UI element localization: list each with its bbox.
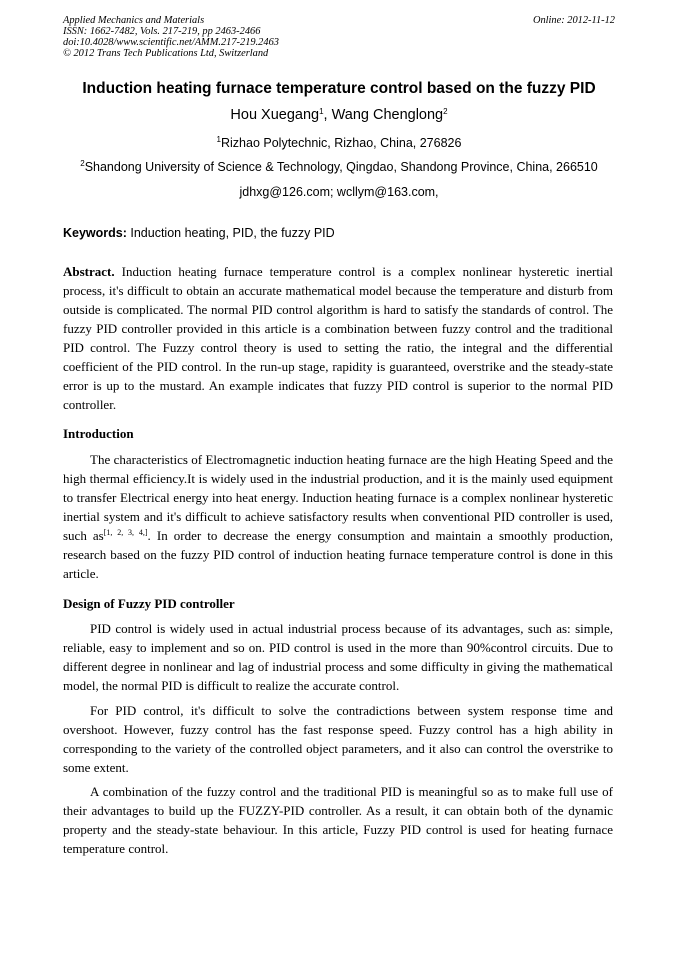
author-affiliation-mark: 2 <box>443 107 448 116</box>
abstract-label: Abstract. <box>63 264 115 279</box>
doi-line: doi:10.4028/www.scientific.net/AMM.217-219.2463 <box>63 37 279 48</box>
affiliation-text: Shandong University of Science & Technology, Qingdao, Shandong Province, China, 266510 <box>84 160 598 174</box>
affiliation <box>0 160 678 174</box>
author-separator: , <box>323 107 332 123</box>
affiliation <box>0 136 678 150</box>
keywords <box>63 226 335 240</box>
author-name: Hou Xuegang <box>230 107 320 123</box>
paragraph: For PID control, it's difficult to solve the contradictions between system response time and overshoot. However, fuzzy control has the fast response speed. Fuzzy control has a high ability in corresponding to the variety of the controlled object parameters, and it also can control the overstrike to some extent. <box>63 703 613 775</box>
keywords-text: Induction heating, PID, the fuzzy PID <box>126 226 335 240</box>
paper-title: Induction heating furnace temperature control based on the fuzzy PID <box>82 80 596 97</box>
publication-info <box>63 15 279 59</box>
author-emails: jdhxg@126.com; wcllym@163.com, <box>239 185 439 199</box>
journal-name: Applied Mechanics and Materials <box>63 15 205 26</box>
paragraph <box>63 450 613 583</box>
keywords-label: Keywords: <box>63 226 127 240</box>
affiliation-text: Rizhao Polytechnic, Rizhao, China, 276826 <box>221 136 462 150</box>
paragraph-text: The characteristics of Electromagnetic induction heating furnace are the high Heating Speed and the high thermal efficiency.It is widely used in the industrial production, and it is the mainly used equipment to transfer Electrical energy into heat energy. Induction heating furnace is a complex nonlinear hysteretic inertial system and it's difficult to achieve satisfactory results when conventional PID controller is used, such as <box>63 452 613 543</box>
paragraph: A combination of the fuzzy control and the traditional PID is meaningful so as to make full use of their advantages to build up the FUZZY-PID controller. As a result, it can obtain both of the dynamic property and the steady-state behaviour. In this article, Fuzzy PID control is used for heating furnace temperature control. <box>63 784 613 856</box>
online-date: Online: 2012-11-12 <box>532 15 615 26</box>
paragraph: PID control is widely used in actual industrial process because of its advantages, such as: simple, reliable, easy to implement and so on. PID control is used in the more than 90%control circuits. Due to different degree in nonlinear and lag of industrial process and some difficulty in giving the mathematical model, the normal PID is difficult to realize the accurate control. <box>63 621 613 693</box>
author-line <box>0 107 678 123</box>
affiliation-mark: 1 <box>216 135 221 144</box>
citation: [1, 2, 3, 4,] <box>103 528 148 537</box>
author-name: Wang Chenglong <box>331 107 444 123</box>
issn-line: ISSN: 1662-7482, Vols. 217-219, pp 2463-2466 <box>63 26 261 37</box>
paragraph-text: . In order to decrease the energy consumption and maintain a smoothly production, research based on the fuzzy PID control of induction heating furnace temperature control is done in this article. <box>63 528 613 581</box>
section-heading: Design of Fuzzy PID controller <box>63 596 235 611</box>
affiliation-mark: 2 <box>80 159 85 168</box>
author-affiliation-mark: 1 <box>319 107 324 116</box>
section-heading: Introduction <box>63 426 134 441</box>
abstract-text: Induction heating furnace temperature control is a complex nonlinear hysteretic inertial process, it's difficult to obtain an accurate mathematical model because the temperature and disturb from outside is complicated. The normal PID control algorithm is hard to satisfy the standards of control. The fuzzy PID controller provided in this article is a combination between fuzzy control and the traditional PID control. The Fuzzy control theory is used to setting the ratio, the integral and the differential coefficient of the PID control. In the run-up stage, rapidity is guaranteed, overstrike and the steady-state error is up to the mustard. An example indicates that fuzzy PID control is superior to the normal PID controller. <box>63 264 613 412</box>
copyright-line: © 2012 Trans Tech Publications Ltd, Switzerland <box>63 48 269 59</box>
abstract <box>63 262 613 414</box>
